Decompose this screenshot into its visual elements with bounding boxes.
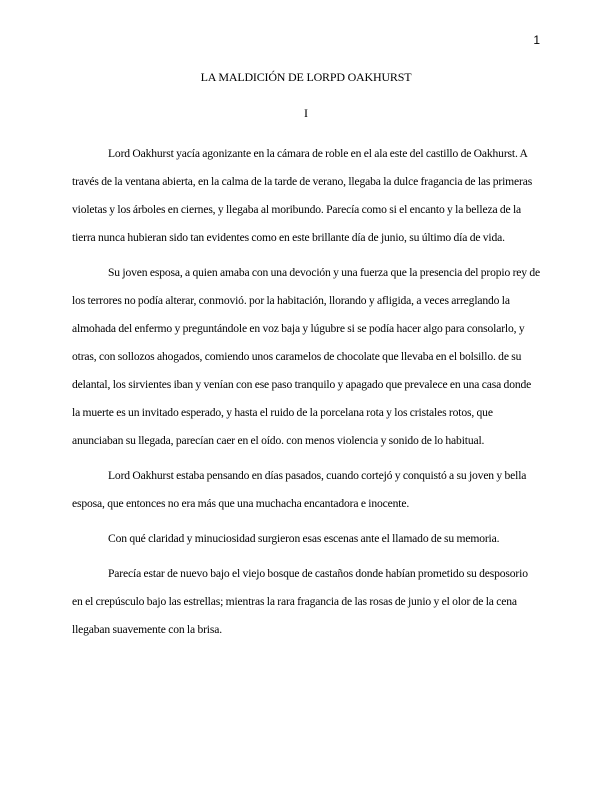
paragraph: Lord Oakhurst estaba pensando en días pasados, cuando cortejó y conquistó a su joven y bella esposa, que entonces no era más que una muchacha encantadora e inocente. — [72, 469, 527, 510]
chapter-heading: I — [304, 106, 308, 120]
paragraph: Lord Oakhurst yacía agonizante en la cámara de roble en el ala este del castillo de Oakhurst. A través de la ventana abierta, en la calma de la tarde de verano, llegaba la dulce fragancia de las primeras violetas y los árboles en ciernes, y llegaba al moribundo. Parecía como si el encanto y la belleza de la tierra nunca hubieran sido tan evidentes como en este brillante día de junio, su último día de vida. — [72, 147, 533, 244]
document-body — [72, 140, 540, 651]
page-number: 1 — [533, 33, 540, 47]
paragraph: Parecía estar de nuevo bajo el viejo bosque de castaños donde habían prometido su desposorio en el crepúsculo bajo las estrellas; mientras la rara fragancia de las rosas de junio y el olor de la cena llegaban suavemente con la brisa. — [72, 567, 528, 636]
paragraph: Con qué claridad y minuciosidad surgieron esas escenas ante el llamado de su memoria. — [108, 532, 500, 545]
document-title: LA MALDICIÓN DE LORPD OAKHURST — [200, 70, 412, 84]
paragraph: Su joven esposa, a quien amaba con una devoción y una fuerza que la presencia del propio rey de los terrores no podía alterar, conmovió. por la habitación, llorando y afligida, a veces arreglando la almohada del enfermo y preguntándole en voz baja y lúgubre si se podía hacer algo para consolarlo, y otras, con sollozos ahogados, comiendo unos caramelos de chocolate que llevaba en el bolsillo. de su delantal, los sirvientes iban y venían con ese paso tranquilo y apagado que prevalece en una casa donde la muerte es un invitado esperado, y hasta el ruido de la porcelana rota y los cristales rotos, que anunciaban su llegada, parecían caer en el oído. con menos violencia y sonido de lo habitual. — [72, 266, 541, 447]
